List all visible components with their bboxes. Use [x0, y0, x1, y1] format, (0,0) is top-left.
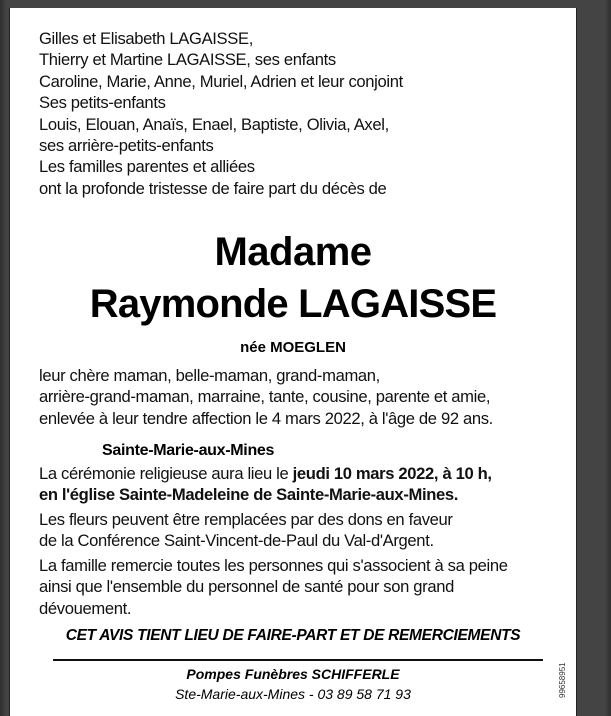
thanks-line: La famille remercie toutes les personnes qui s'associent à sa peine	[39, 556, 508, 575]
family-line: ont la profonde tristesse de faire part du décès de	[39, 178, 387, 198]
ceremony-line	[39, 463, 569, 484]
tribute	[39, 365, 569, 429]
funeral-home-name: Pompes Funèbres SCHIFFERLE	[186, 666, 400, 682]
thanks-line: ainsi que l'ensemble du personnel de santé pour son grand	[39, 577, 454, 597]
thanks-line: dévouement.	[39, 598, 132, 618]
flowers-line: de la Conférence Saint-Vincent-de-Paul du Val-d'Argent.	[39, 531, 434, 551]
obituary-notice	[9, 8, 577, 716]
family-line: Les familles parentes et alliées	[39, 157, 255, 177]
thanks-info	[39, 555, 569, 619]
family-line: Caroline, Marie, Anne, Muriel, Adrien et leur conjoint	[39, 71, 403, 91]
family-line: ses arrière-petits-enfants	[39, 136, 214, 156]
family-line: Thierry et Martine LAGAISSE, ses enfants	[39, 50, 336, 70]
ceremony-place: en l'église Sainte-Madeleine de Sainte-Marie-aux-Mines.	[39, 485, 459, 505]
closing-statement: CET AVIS TIENT LIEU DE FAIRE-PART ET DE REMERCIEMENTS	[65, 627, 521, 644]
family-line: Ses petits-enfants	[39, 93, 166, 113]
deceased-title: Madame	[214, 230, 372, 274]
divider	[53, 659, 543, 661]
family-line: Louis, Elouan, Anaïs, Enael, Baptiste, Olivia, Axel,	[39, 114, 389, 134]
ceremony-line	[39, 484, 569, 505]
flowers-line: Les fleurs peuvent être remplacées par des dons en faveur	[39, 510, 453, 529]
tribute-line: enlevée à leur tendre affection le 4 mars 2022, à l'âge de 92 ans.	[39, 408, 493, 428]
deceased-maiden-name: née MOEGLEN	[240, 339, 346, 356]
family-line: Gilles et Elisabeth LAGAISSE,	[39, 29, 253, 48]
city-heading: Sainte-Marie-aux-Mines	[102, 442, 275, 459]
flowers-info	[39, 509, 569, 552]
family-list	[39, 28, 569, 199]
tribute-line: leur chère maman, belle-maman, grand-maman,	[39, 366, 380, 385]
ceremony-info	[39, 463, 569, 506]
ceremony-intro: La cérémonie religieuse aura lieu le	[39, 464, 293, 483]
funeral-home-contact: Ste-Marie-aux-Mines - 03 89 58 71 93	[175, 686, 411, 702]
reference-number: 99658951	[558, 662, 567, 698]
tribute-line: arrière-grand-maman, marraine, tante, cousine, parente et amie,	[39, 387, 491, 407]
ceremony-date: jeudi 10 mars 2022, à 10 h,	[292, 464, 492, 483]
deceased-name: Raymonde LAGAISSE	[89, 282, 497, 326]
